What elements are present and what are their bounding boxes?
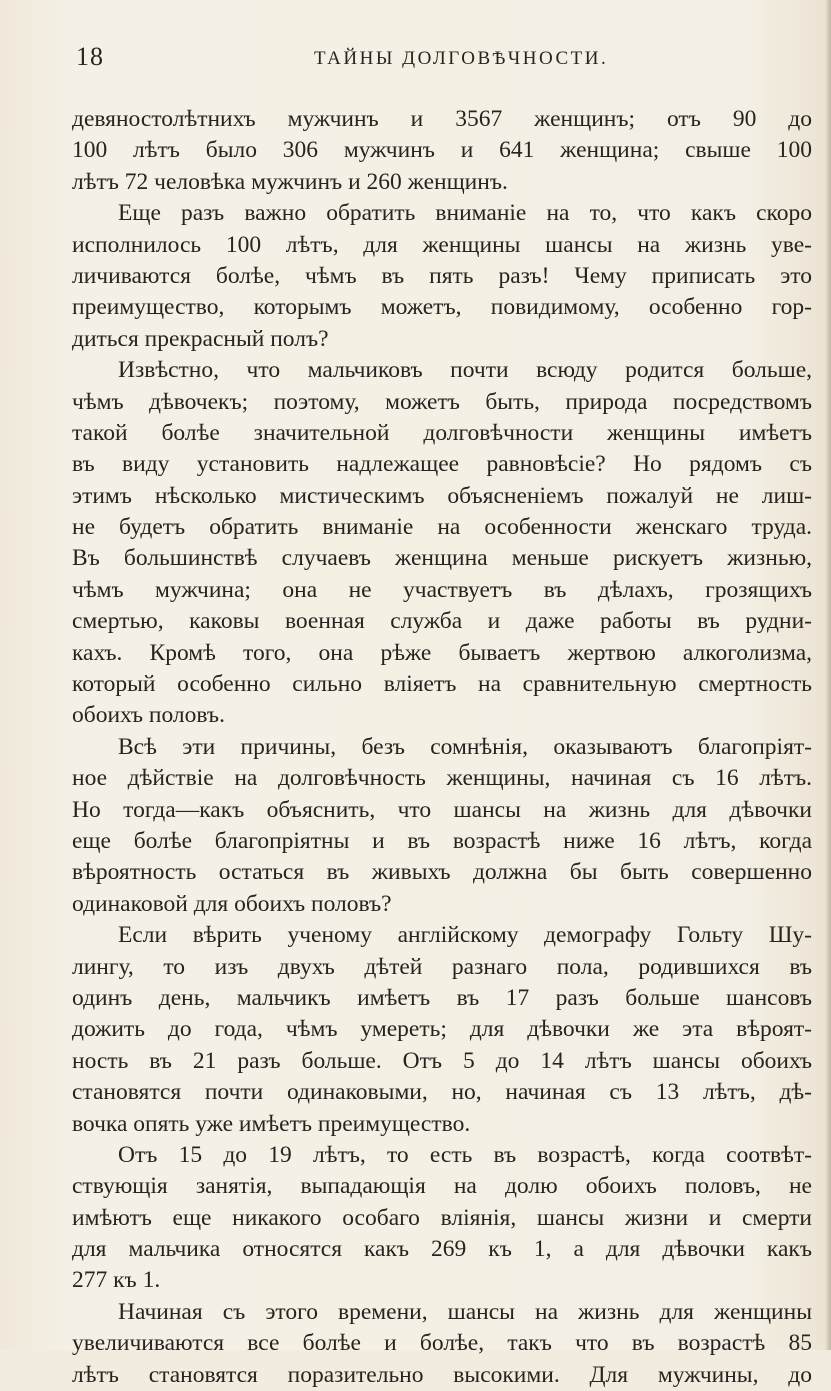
text-line: кахъ. Кромѣ того, она рѣже бываетъ жертвою алкоголизма, [72, 639, 812, 666]
text-line: Еще разъ важно обратить вниманіе на то, что какъ скоро [118, 200, 812, 227]
text-line: Начиная съ этого времени, шансы на жизнь для женщины [118, 1298, 812, 1325]
text-line: этимъ нѣсколько мистическимъ объясненіемъ пожалуй не лиш- [72, 482, 812, 509]
text-line: обоихъ половъ. [72, 702, 225, 729]
text-line: ное дѣйствіе на долговѣчность женщины, начиная съ 16 лѣтъ. [72, 765, 812, 792]
page-edge-shadow [825, 0, 831, 1350]
text-line: Но тогда—какъ объяснить, что шансы на жизнь для дѣвочки [72, 796, 812, 823]
running-title: ТАЙНЫ ДОЛГОВѢЧНОСТИ. [314, 48, 609, 69]
text-line: Всѣ эти причины, безъ сомнѣнія, оказываютъ благопріят- [118, 733, 812, 760]
text-line: вочка опять уже имѣетъ преимущество. [72, 1110, 471, 1137]
text-line: въ виду установить надлежащее равновѣсіе? Но рядомъ съ [72, 451, 812, 478]
text-line: лингу, то изъ двухъ дѣтей разнаго пола, родившихся въ [72, 953, 812, 980]
text-line: 277 къ 1. [72, 1267, 161, 1294]
text-line: смертью, каковы военная служба и даже работы въ рудни- [72, 608, 812, 635]
text-line: диться прекрасный полъ? [72, 325, 329, 352]
text-line: еще болѣе благопріятны и въ возрастѣ ниже 16 лѣтъ, когда [72, 827, 812, 854]
text-line: девяностолѣтнихъ мужчинъ и 3567 женщинъ; отъ 90 до [72, 106, 812, 132]
text-line: Въ большинствѣ случаевъ женщина меньше рискуетъ жизнью, [72, 545, 812, 572]
text-line: становятся почти одинаковыми, но, начиная съ 13 лѣтъ, дѣ- [72, 1079, 812, 1106]
text-line: Если вѣрить ученому англійскому демографу Гольту Шу- [118, 922, 812, 949]
text-line: исполнилось 100 лѣтъ, для женщины шансы на жизнь уве- [72, 231, 812, 258]
text-line: ность въ 21 разъ больше. Отъ 5 до 14 лѣтъ шансы обоихъ [72, 1047, 812, 1074]
text-line: 100 лѣтъ было 306 мужчинъ и 641 женщина; свыше 100 [72, 137, 812, 164]
page-header [72, 42, 812, 82]
text-line: вѣроятность остаться въ живыхъ должна бы быть совершенно [72, 859, 812, 886]
text-line: лѣтъ становятся поразительно высокими. Для мужчины, до [72, 1361, 812, 1388]
text-line: Извѣстно, что мальчиковъ почти всюду родится больше, [118, 357, 812, 384]
text-line: для мальчика относятся какъ 269 къ 1, а для дѣвочки какъ [72, 1236, 812, 1263]
page-number: 18 [76, 42, 104, 71]
text-line: увеличиваются все болѣе и болѣе, такъ что въ возрастѣ 85 [72, 1330, 812, 1357]
text-line: имѣютъ еще никакого особаго вліянія, шансы жизни и смерти [72, 1204, 812, 1231]
text-line: одинъ день, мальчикъ имѣетъ въ 17 разъ больше шансовъ [72, 984, 812, 1011]
text-line: ствующія занятія, выпадающія на долю обоихъ половъ, не [72, 1173, 812, 1200]
body-text [72, 104, 812, 1391]
text-line: одинаковой для обоихъ половъ? [72, 890, 392, 917]
text-line: лѣтъ 72 человѣка мужчинъ и 260 женщинъ. [72, 168, 508, 195]
text-line: чѣмъ мужчина; она не участвуетъ въ дѣлахъ, грозящихъ [72, 576, 812, 603]
text-line: Отъ 15 до 19 лѣтъ, то есть въ возрастѣ, когда соотвѣт- [118, 1141, 812, 1168]
text-line: чѣмъ дѣвочекъ; поэтому, можетъ быть, природа посредствомъ [72, 388, 812, 415]
text-line: дожить до года, чѣмъ умереть; для дѣвочки же эта вѣроят- [72, 1016, 812, 1043]
text-line: преимущество, которымъ можетъ, повидимому, особенно гор- [72, 294, 812, 321]
text-line: личиваются болѣе, чѣмъ въ пять разъ! Чему приписать это [72, 262, 812, 289]
text-line: который особенно сильно вліяетъ на сравнительную смертность [72, 671, 812, 698]
text-line: не будетъ обратить вниманіе на особенности женскаго труда. [72, 514, 812, 541]
text-line: такой болѣе значительной долговѣчности женщины имѣетъ [72, 419, 812, 446]
